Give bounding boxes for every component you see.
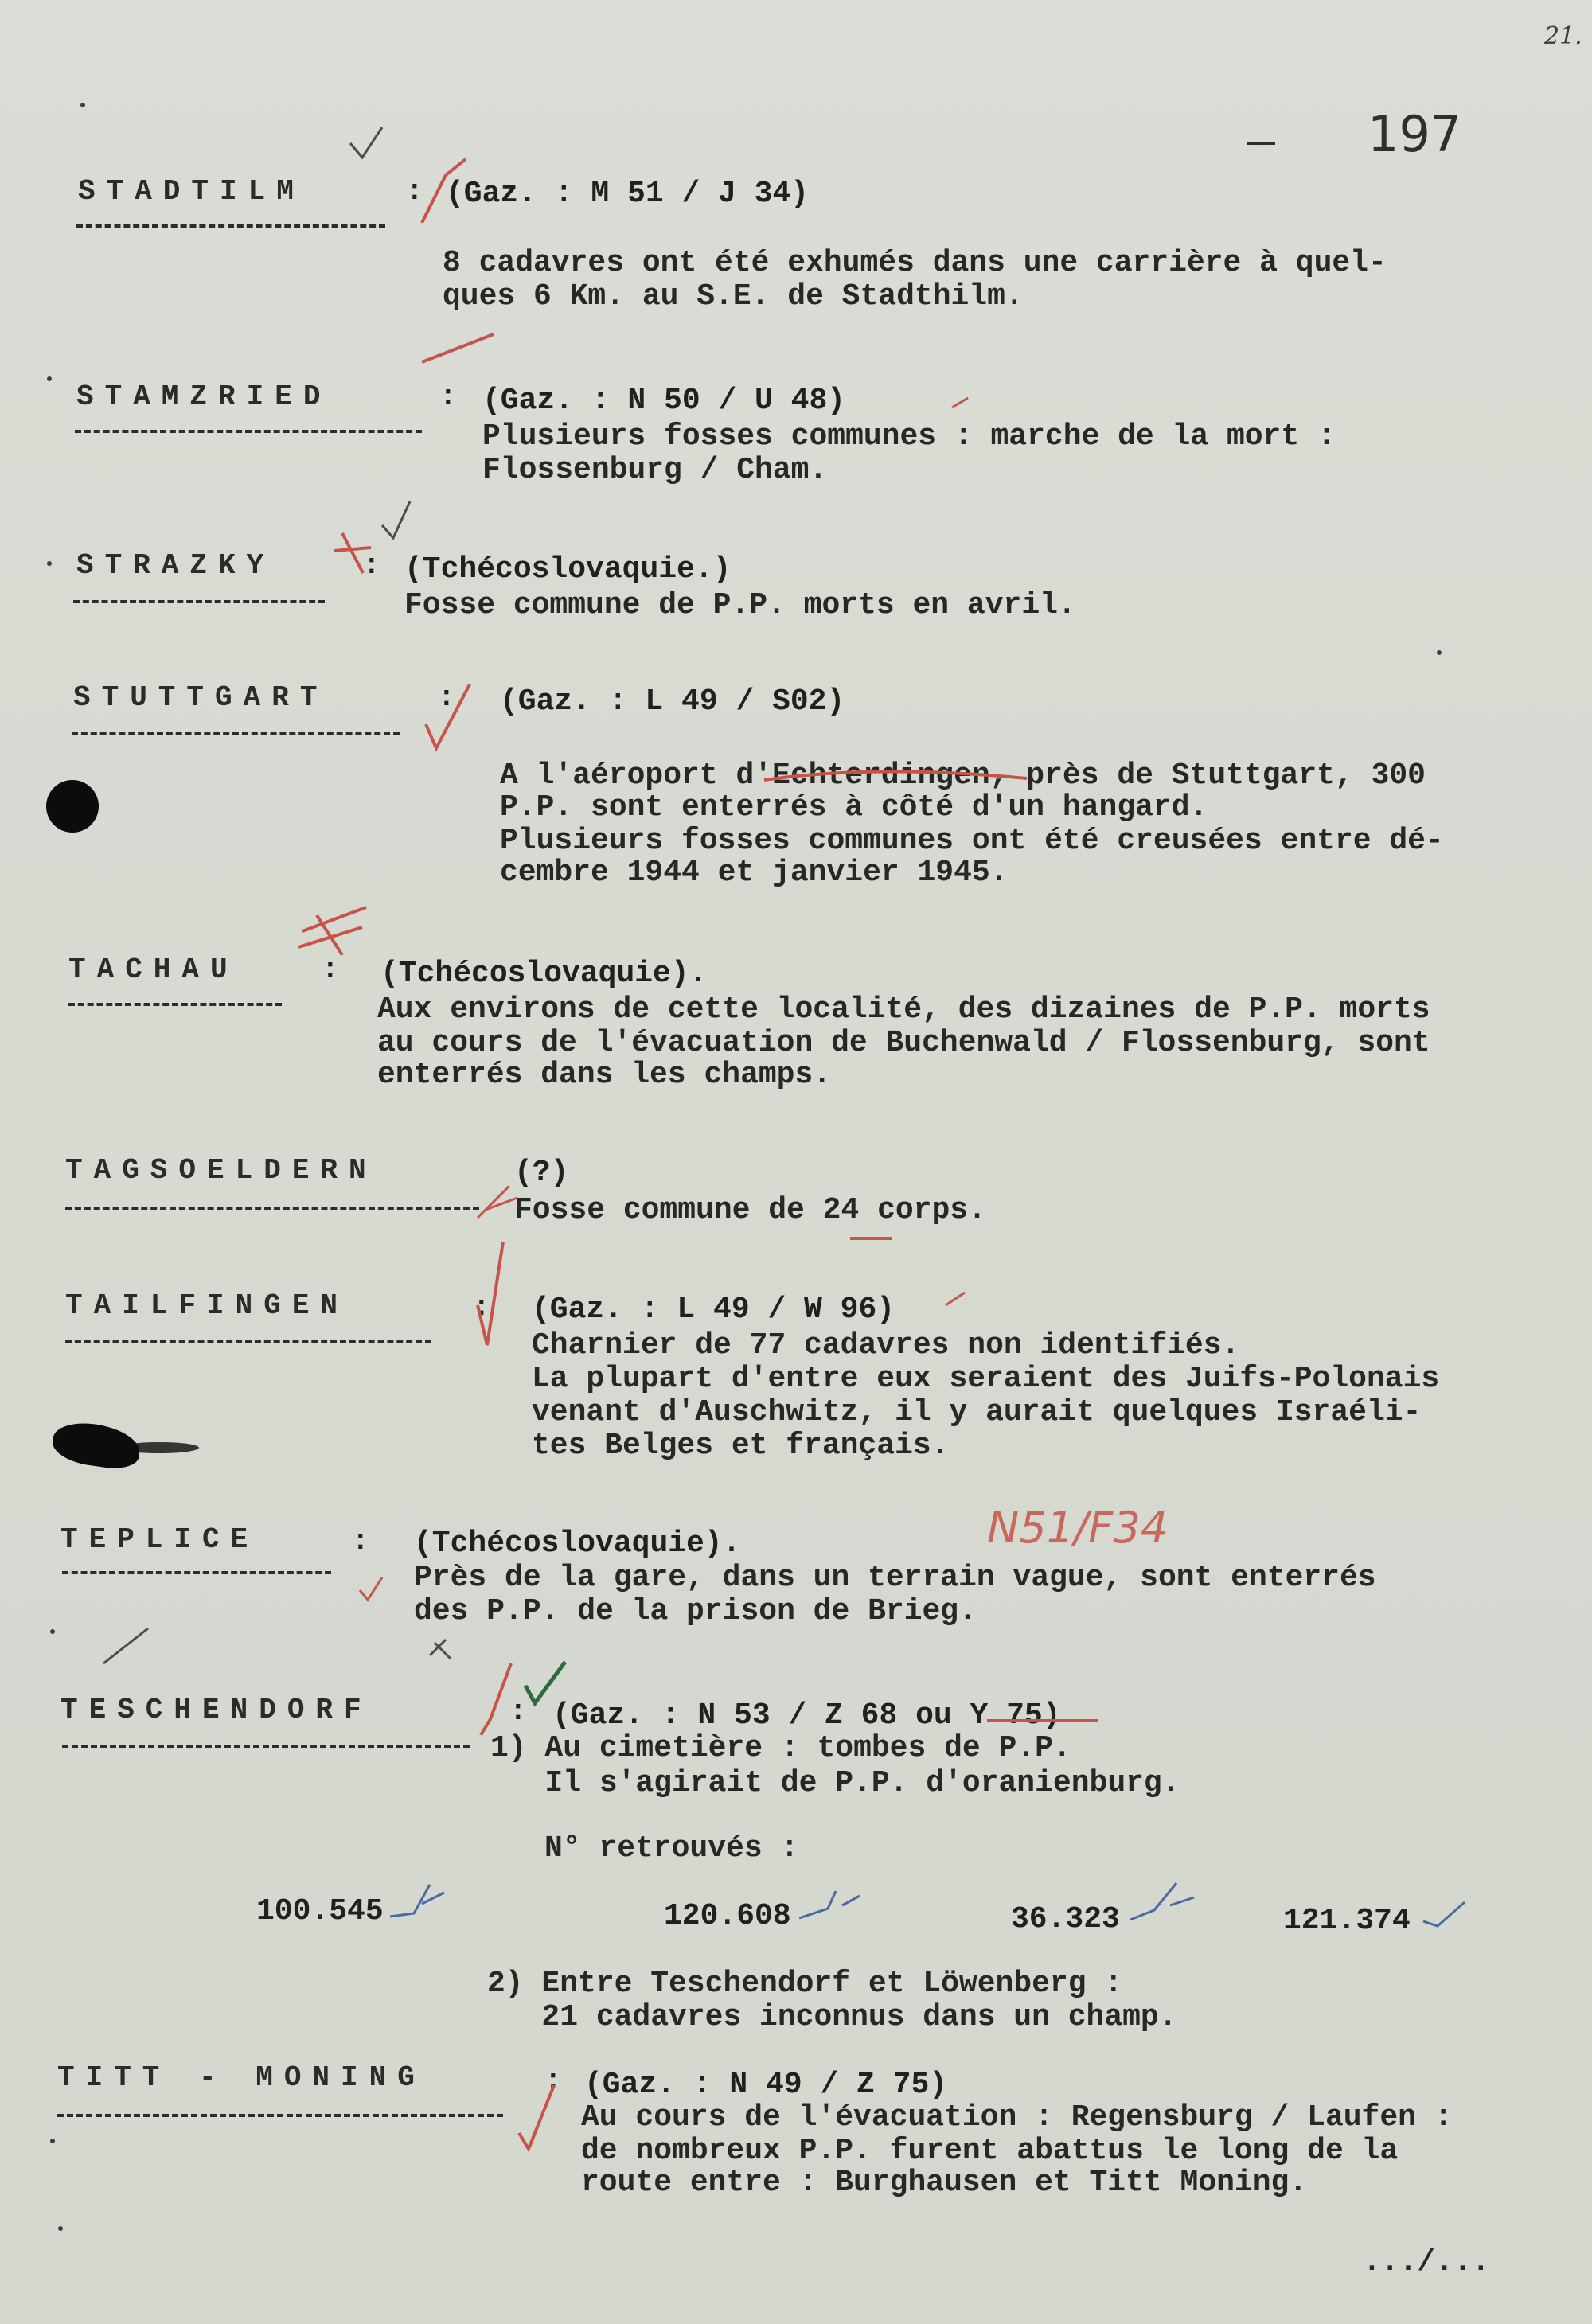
colon: : [473, 1291, 490, 1324]
entry-text-line: Près de la gare, dans un terrain vague, sont enterrés [414, 1561, 1376, 1595]
red-check-mark [426, 684, 470, 748]
entry-text-line: Fosse commune de 24 corps. [514, 1193, 986, 1227]
prisoner-number: 120.608 [664, 1899, 791, 1933]
colon: : [363, 549, 380, 582]
handwritten-reference: N51/F34 [987, 1503, 1169, 1553]
red-underline-mark [422, 334, 494, 362]
entry-text-line: Il s'agirait de P.P. d'oranienburg. [490, 1766, 1180, 1800]
cross-mark [430, 1640, 451, 1659]
entry-text-line: Plusieurs fosses communes : marche de la mort : [482, 419, 1336, 454]
red-tick [478, 1186, 517, 1218]
blue-check-mark [1130, 1883, 1194, 1920]
entry-text-line: enterrés dans les champs. [377, 1058, 832, 1092]
colon: : [439, 380, 457, 413]
gazetteer-ref: (Gaz. : L 49 / S02) [500, 684, 845, 719]
entry-text-line: tes Belges et français. [532, 1429, 950, 1463]
found-numbers-label: N° retrouvés : [544, 1831, 799, 1866]
colon: : [544, 2065, 562, 2097]
gazetteer-ref: (Gaz. : M 51 / J 34) [446, 177, 810, 211]
colon: : [406, 175, 423, 208]
entry-text-line: Plusieurs fosses communes ont été creusées entre dé- [500, 824, 1444, 858]
gazetteer-ref: (Gaz. : N 50 / U 48) [482, 384, 846, 418]
gazetteer-ref: (?) [514, 1156, 569, 1190]
red-check-mark [519, 2085, 554, 2149]
stray-dot [47, 376, 52, 381]
entry-text-line: venant d'Auschwitz, il y aurait quelques Israéli- [532, 1395, 1422, 1429]
blue-check-mark [390, 1885, 444, 1917]
gazetteer-ref: (Gaz. : L 49 / W 96) [532, 1293, 896, 1327]
red-cross-mark [334, 533, 371, 573]
place-name: STUTTGART [73, 681, 329, 714]
continuation-mark: .../... [1363, 2245, 1490, 2279]
entry-text-line: route entre : Burghausen et Titt Moning. [581, 2166, 1308, 2200]
red-tick [946, 1293, 965, 1305]
stray-dot [58, 2226, 63, 2231]
place-name: STADTILM [78, 175, 305, 208]
gazetteer-ref: (Tchécoslovaquie.) [404, 552, 732, 587]
entry-text-line: 8 cadavres ont été exhumés dans une carrière à quel- [443, 246, 1387, 280]
red-check-mark [481, 1663, 511, 1735]
colon: : [509, 1695, 527, 1728]
stray-dot [1437, 650, 1442, 655]
entry-text-line: 1) Au cimetière : tombes de P.P. [490, 1731, 1071, 1765]
gazetteer-ref: (Gaz. : N 53 / Z 68 ou Y 75) [552, 1698, 1061, 1733]
check-mark [382, 501, 410, 538]
entry-text-line: 2) Entre Teschendorf et Löwenberg : [487, 1967, 1123, 2001]
entry-text-line: A l'aéroport d'Echterdingen, près de Stuttgart, 300 [500, 758, 1426, 793]
corner-mark: 21. [1544, 22, 1582, 50]
prisoner-number: 100.545 [256, 1894, 384, 1928]
blue-check-mark [799, 1891, 860, 1918]
red-underline-mark [764, 771, 1027, 780]
stray-dot [50, 1629, 55, 1634]
stray-dot [50, 2139, 55, 2143]
colon: : [322, 953, 339, 986]
entry-text-line: Fosse commune de P.P. morts en avril. [404, 588, 1076, 622]
entry-text-line: ques 6 Km. au S.E. de Stadthilm. [443, 279, 1024, 314]
prisoner-number: 121.374 [1283, 1904, 1411, 1938]
entry-text-line: de nombreux P.P. furent abattus le long de la [581, 2134, 1399, 2168]
place-name: TITT - MONING [57, 2061, 426, 2094]
gazetteer-ref: (Gaz. : N 49 / Z 75) [584, 2068, 948, 2102]
place-name: TAGSOELDERN [65, 1154, 377, 1187]
red-tick [952, 398, 968, 407]
green-check-mark [525, 1662, 565, 1703]
entry-text-line: cembre 1944 et janvier 1945. [500, 856, 1009, 890]
entry-text-line: P.P. sont enterrés à côté d'un hangard. [500, 790, 1208, 825]
entry-text-line: Charnier de 77 cadavres non identifiés. [532, 1328, 1240, 1363]
place-name: TESCHENDORF [60, 1694, 373, 1726]
entry-text-line: La plupart d'entre eux seraient des Juifs-Polonais [532, 1362, 1440, 1396]
stray-dot [47, 561, 52, 566]
check-mark [103, 1628, 148, 1663]
place-name: TEPLICE [60, 1523, 259, 1556]
entry-text-line: 21 cadavres inconnus dans un champ. [487, 2000, 1177, 2034]
page-number: 197 [1368, 105, 1462, 163]
entry-text-line: Au cours de l'évacuation : Regensburg / Laufen : [581, 2100, 1453, 2135]
place-name: STAMZRIED [76, 380, 332, 413]
red-tick [360, 1577, 382, 1600]
entry-text-line: Flossenburg / Cham. [482, 453, 828, 487]
place-name: STRAZKY [76, 549, 275, 582]
red-check-mark [478, 1242, 503, 1345]
gazetteer-ref: (Tchécoslovaquie). [414, 1527, 741, 1561]
colon: : [352, 1525, 369, 1558]
red-star-mark [298, 907, 366, 955]
blue-check-mark [1423, 1902, 1465, 1926]
place-name: TACHAU [68, 953, 239, 986]
red-check-mark [422, 159, 466, 223]
check-mark [350, 127, 382, 158]
stray-dot [80, 103, 85, 107]
colon: : [438, 681, 455, 714]
gazetteer-ref: (Tchécoslovaquie). [380, 957, 708, 991]
entry-text-line: des P.P. de la prison de Brieg. [414, 1594, 977, 1628]
place-name: TAILFINGEN [65, 1289, 349, 1322]
entry-text-line: Aux environs de cette localité, des dizaines de P.P. morts [377, 992, 1430, 1027]
entry-text-line: au cours de l'évacuation de Buchenwald / Flossenburg, sont [377, 1026, 1430, 1060]
prisoner-number: 36.323 [1011, 1902, 1120, 1936]
